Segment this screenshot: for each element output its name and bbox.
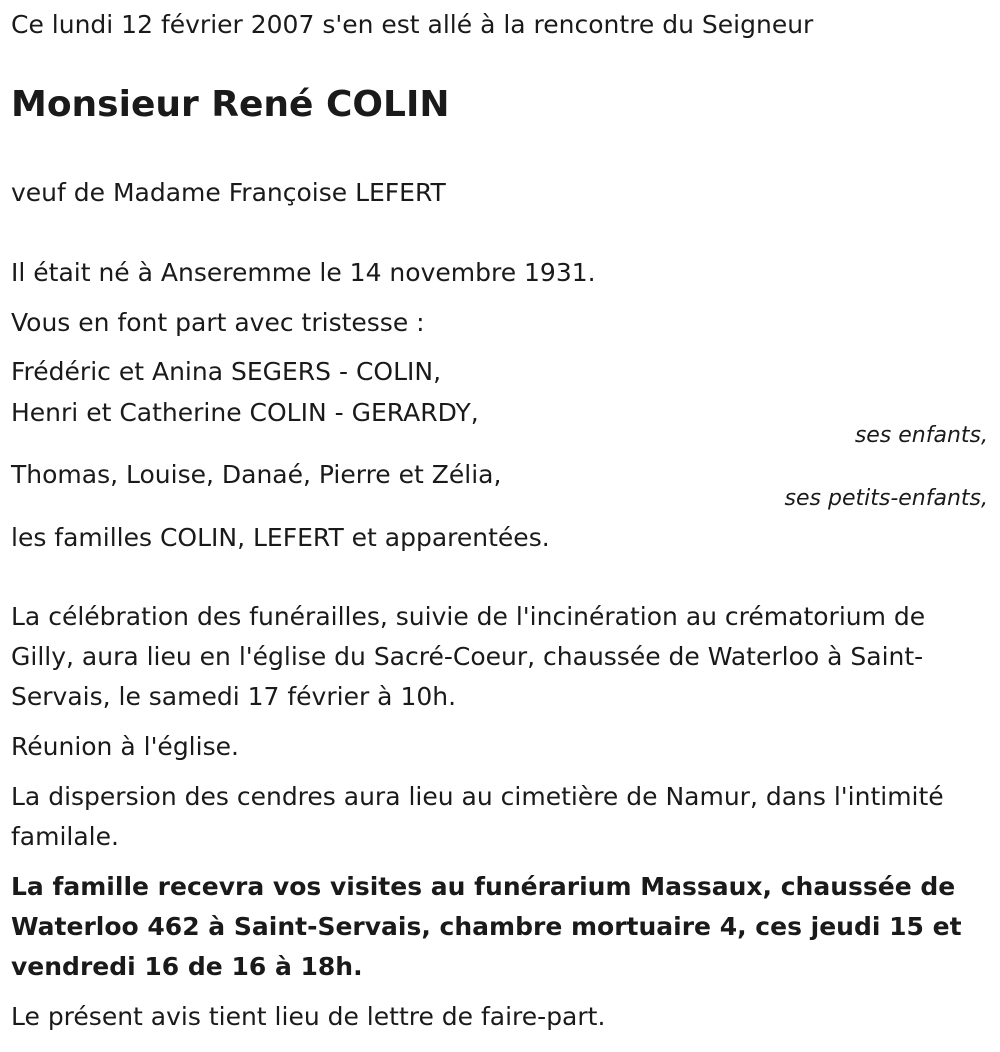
families-line: les familles COLIN, LEFERT et apparentées. xyxy=(11,523,550,552)
ashes-paragraph: La dispersion des cendres aura lieu au cimetière de Namur, dans l'intimité familale. xyxy=(11,782,944,851)
children-label: ses enfants, xyxy=(854,423,988,448)
meeting-line: Réunion à l'église. xyxy=(11,732,239,761)
spouse-line: veuf de Madame Françoise LEFERT xyxy=(11,178,446,207)
celebration-paragraph: La célébration des funérailles, suivie de l'incinération au crématorium de Gilly, aura lieu en l'église du Sacré-Coeur, chaussée de Waterloo à Saint-Servais, le samedi 17 février à 10h. xyxy=(11,602,926,711)
death-announcement-line: Ce lundi 12 février 2007 s'en est allé à la rencontre du Seigneur xyxy=(11,10,814,39)
visits-paragraph: La famille recevra vos visites au funérarium Massaux, chaussée de Waterloo 462 à Saint-Servais, chambre mortuaire 4, ces jeudi 15 et vendredi 16 de 16 à 18h. xyxy=(11,872,962,981)
child-line-2: Henri et Catherine COLIN - GERARDY, xyxy=(11,398,479,427)
announce-line: Vous en font part avec tristesse : xyxy=(11,308,425,337)
closing-line: Le présent avis tient lieu de lettre de faire-part. xyxy=(11,1002,606,1031)
grandchildren-line: Thomas, Louise, Danaé, Pierre et Zélia, xyxy=(11,460,502,489)
child-line-1: Frédéric et Anina SEGERS - COLIN, xyxy=(11,357,442,386)
deceased-name: Monsieur René COLIN xyxy=(11,84,450,125)
birth-line: Il était né à Anseremme le 14 novembre 1931. xyxy=(11,258,596,287)
grandchildren-label: ses petits-enfants, xyxy=(784,486,988,511)
